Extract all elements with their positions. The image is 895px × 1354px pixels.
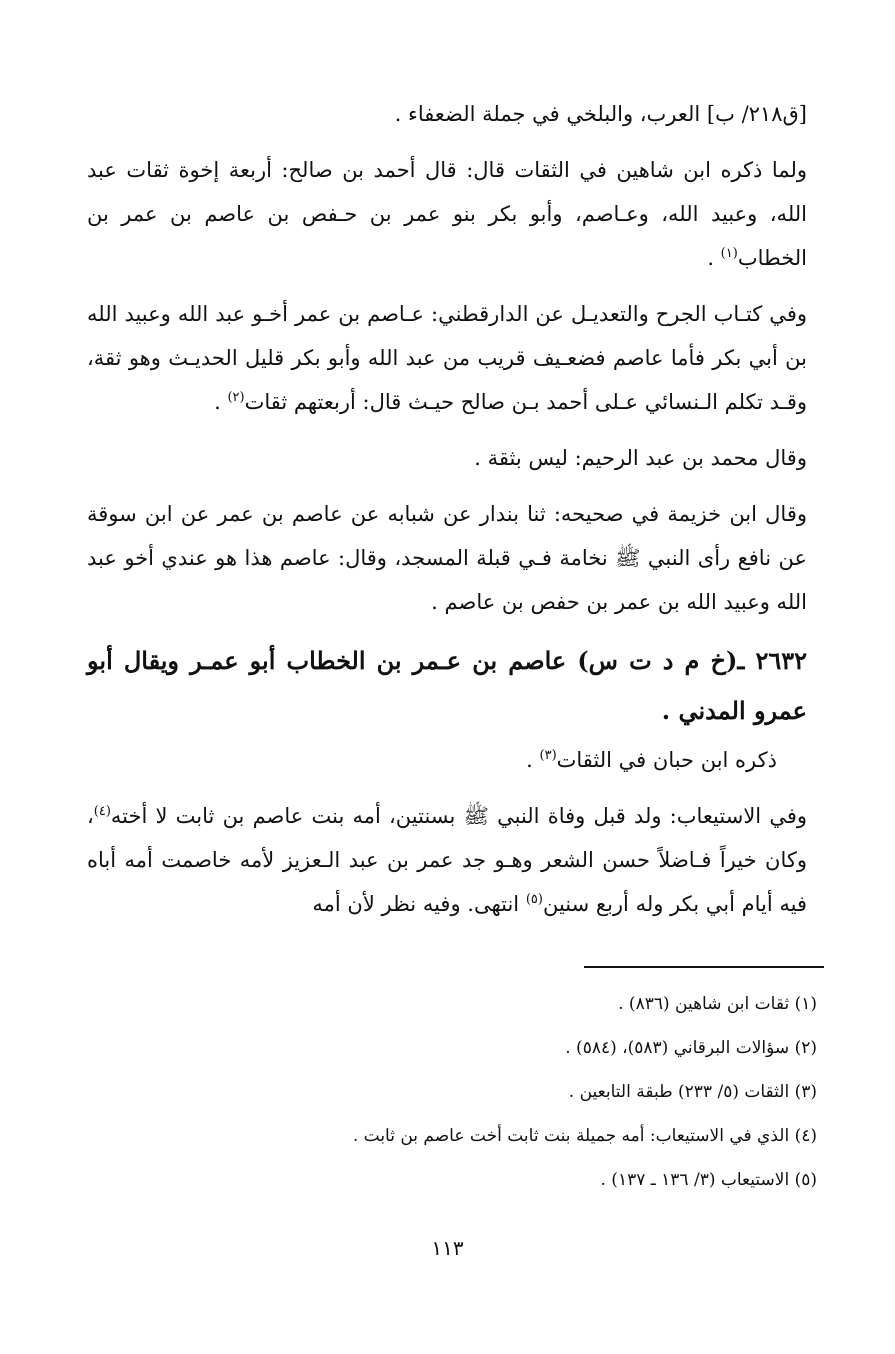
paragraph-ibn-shahin [87,148,807,280]
footnotes [87,982,817,1202]
paragraph-tail: . [214,390,228,414]
paragraph-istiab [87,794,807,926]
page-number: ١١٣ [431,1236,464,1260]
footnote-1: (١) ثقات ابن شاهين (٨٣٦) . [618,994,817,1014]
paragraph-text: وقال ابن خزيمة في صحيحه: ثنا بندار عن شبابه عن عاصم بن عمر عن ابن سوقة عن نافع رأى النبي ﷺ نخامة فـي قبلة المسجد، وقال: عاصم هذا هو عندي أخو عبد الله وعبيد الله بن عمر بن حفص بن عاصم . [87,502,807,614]
paragraph-text: ذكره ابن حبان في الثقات [556,748,777,772]
paragraph-text: وفي الاستيعاب: ولد قبل وفاة النبي ﷺ بسنتين، أمه بنت عاصم بن ثابت لا أخته [110,804,807,828]
entry-heading: ٢٦٣٢ ـ(خ م د ت س) عاصم بن عـمر بن الخطاب أبو عمـر ويقال أبو عمرو المدني . [87,646,807,725]
paragraph-text: وقال محمد بن عبد الرحيم: ليس بثقة . [474,446,807,470]
footnote-2: (٢) سؤالات البرقاني (٥٨٣)، (٥٨٤) . [565,1038,817,1058]
footnote-ref[interactable]: (٢) [227,390,245,405]
paragraph-tail: . [707,246,721,270]
footnote-5: (٥) الاستيعاب (٣/ ١٣٦ ـ ١٣٧) . [600,1170,817,1190]
paragraph-ibn-hibban [87,738,807,782]
footnote-separator [584,966,824,968]
paragraph-tail: انتهى. وفيه نظر لأن أمه [312,892,526,916]
paragraph-text: وفي كتـاب الجرح والتعديـل عن الدارقطني: عـاصم بن عمر أخـو عبد الله وعبيد الله بن أبي بكر فأما عاصم فضعـيف قريب من عبد الله وأبو بكر قليل الحديـث وهو ثقة، وقـد تكلم الـنسائي عـلى أحمد بـن صالح حيـث قال: أربعتهم ثقات [87,302,807,414]
footnote-ref[interactable]: (٥) [525,892,543,907]
paragraph-text: ولما ذكره ابن شاهين في الثقات قال: قال أحمد بن صالح: أربعة إخوة ثقات عبد الله، وعبيد الله، وعـاصم، وأبو بكر بنو عمر بن حـفص بن عاصم بن عمر بن الخطاب [87,158,807,270]
paragraph-continuation [87,92,807,136]
main-text [87,92,807,938]
paragraph-tail: . [526,748,540,772]
footnote-ref[interactable]: (٤) [93,804,111,819]
paragraph-ibn-khuzayma [87,492,807,624]
paragraph-text: [ق٢١٨/ ب] العرب، والبلخي في جملة الضعفاء . [394,102,807,126]
footnote-3: (٣) الثقات (٥/ ٢٣٣) طبقة التابعين . [568,1082,817,1102]
footnote-ref[interactable]: (١) [720,246,738,261]
footnote-4: (٤) الذي في الاستيعاب: أمه جميلة بنت ثابت أخت عاصم بن ثابت . [352,1126,817,1146]
paragraph-daraqutni [87,292,807,424]
paragraph-abd-al-rahim [87,436,807,480]
paragraph-middle: ، وكان خيراً فـاضلاً حسن الشعر وهـو جد عمر بن عبد الـعزيز لأمه خاصمت أمه أباه فيه أيام أبي بكر وله أربع سنين [87,804,807,916]
footnote-ref[interactable]: (٣) [539,748,557,763]
